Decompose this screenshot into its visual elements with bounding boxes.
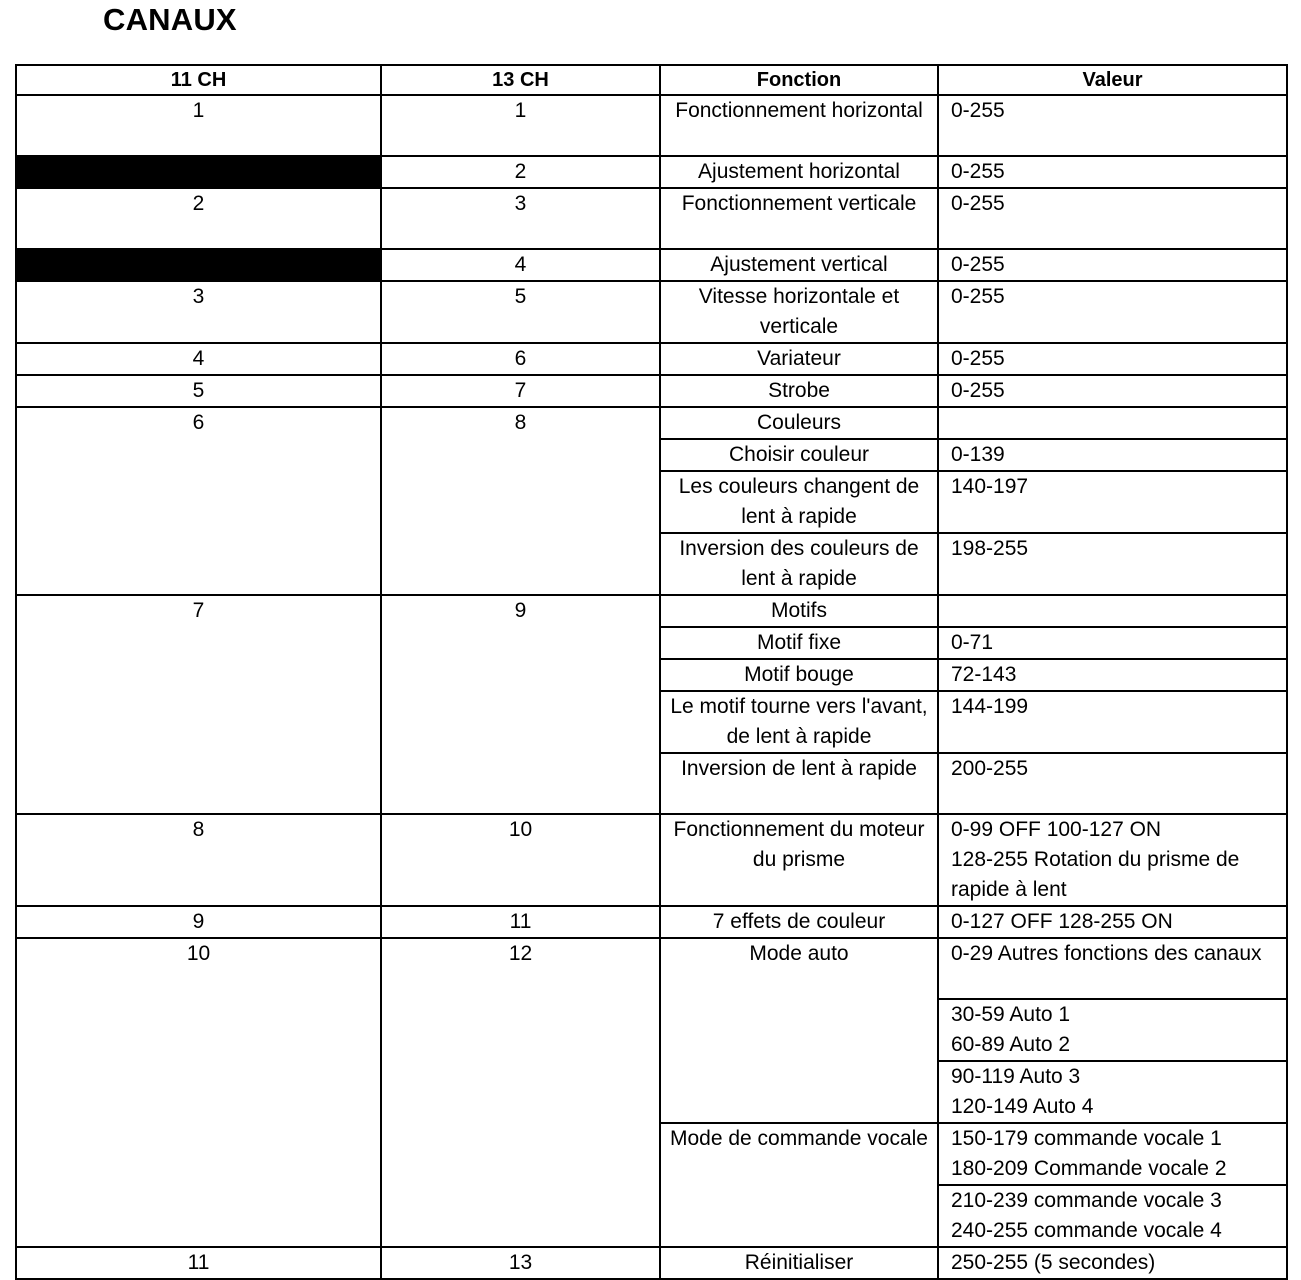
- cell-13ch: 9: [381, 595, 660, 814]
- cell-valeur: 200-255: [938, 753, 1287, 814]
- cell-11ch: 8: [16, 814, 381, 906]
- cell-13ch: 13: [381, 1247, 660, 1279]
- cell-13ch: 4: [381, 249, 660, 281]
- cell-11ch: 6: [16, 407, 381, 595]
- cell-13ch: 1: [381, 95, 660, 156]
- cell-valeur: 0-127 OFF 128-255 ON: [938, 906, 1287, 938]
- table-row: [16, 188, 1287, 249]
- cell-fonction: Motif bouge: [660, 659, 938, 691]
- cell-11ch: 3: [16, 281, 381, 343]
- table-row: [16, 814, 1287, 906]
- page-title: CANAUX: [103, 2, 237, 37]
- table-row: [16, 343, 1287, 375]
- cell-11ch-blank: [16, 156, 381, 188]
- cell-11ch: 10: [16, 938, 381, 1247]
- table-row: [16, 95, 1287, 156]
- cell-valeur: 0-255: [938, 281, 1287, 343]
- header-valeur: Valeur: [938, 65, 1287, 95]
- cell-valeur: 0-71: [938, 627, 1287, 659]
- valeur-line: 210-239 commande vocale 3: [951, 1189, 1222, 1212]
- cell-11ch: 2: [16, 188, 381, 249]
- cell-valeur: 0-139: [938, 439, 1287, 471]
- cell-fonction: Fonctionnement verticale: [660, 188, 938, 249]
- table-row: [16, 156, 1287, 188]
- cell-fonction: Les couleurs changent de lent à rapide: [660, 471, 938, 533]
- valeur-line: 120-149 Auto 4: [951, 1095, 1094, 1118]
- valeur-line: 128-255 Rotation du prisme de rapide à lent: [951, 848, 1240, 901]
- cell-valeur: 250-255 (5 secondes): [938, 1247, 1287, 1279]
- cell-valeur: 0-255: [938, 95, 1287, 156]
- header-fonction: Fonction: [660, 65, 938, 95]
- cell-fonction: Ajustement horizontal: [660, 156, 938, 188]
- table-row: [16, 375, 1287, 407]
- table-row: [16, 249, 1287, 281]
- cell-fonction: Fonctionnement du moteur du prisme: [660, 814, 938, 906]
- cell-fonction: Réinitialiser: [660, 1247, 938, 1279]
- cell-fonction: Fonctionnement horizontal: [660, 95, 938, 156]
- cell-valeur: 140-197: [938, 471, 1287, 533]
- header-11ch: 11 CH: [16, 65, 381, 95]
- cell-13ch: 7: [381, 375, 660, 407]
- table-header-row: [16, 65, 1287, 95]
- cell-13ch: 12: [381, 938, 660, 1247]
- cell-valeur: [938, 595, 1287, 627]
- cell-valeur: [938, 814, 1287, 906]
- cell-11ch-blank: [16, 249, 381, 281]
- cell-11ch: 7: [16, 595, 381, 814]
- cell-13ch: 8: [381, 407, 660, 595]
- valeur-line: 60-89 Auto 2: [951, 1033, 1071, 1056]
- cell-fonction: Motifs: [660, 595, 938, 627]
- cell-13ch: 10: [381, 814, 660, 906]
- cell-valeur: 0-255: [938, 188, 1287, 249]
- cell-fonction: Motif fixe: [660, 627, 938, 659]
- cell-fonction: Strobe: [660, 375, 938, 407]
- cell-fonction: Vitesse horizontale et verticale: [660, 281, 938, 343]
- cell-11ch: 4: [16, 343, 381, 375]
- cell-valeur: [938, 407, 1287, 439]
- cell-13ch: 11: [381, 906, 660, 938]
- cell-fonction: Variateur: [660, 343, 938, 375]
- table-row: [16, 1247, 1287, 1279]
- cell-valeur: 0-29 Autres fonctions des canaux: [938, 938, 1287, 999]
- cell-fonction: Mode de commande vocale: [660, 1123, 938, 1247]
- cell-valeur: 0-255: [938, 343, 1287, 375]
- cell-fonction: Inversion des couleurs de lent à rapide: [660, 533, 938, 595]
- cell-11ch: 1: [16, 95, 381, 156]
- valeur-line: 90-119 Auto 3: [951, 1065, 1081, 1088]
- cell-valeur: 198-255: [938, 533, 1287, 595]
- valeur-line: 0-99 OFF 100-127 ON: [951, 818, 1162, 841]
- cell-valeur: 0-255: [938, 156, 1287, 188]
- cell-11ch: 11: [16, 1247, 381, 1279]
- cell-fonction: Ajustement vertical: [660, 249, 938, 281]
- cell-13ch: 2: [381, 156, 660, 188]
- table-row: [16, 407, 1287, 439]
- cell-valeur: [938, 1123, 1287, 1185]
- table-row: [16, 281, 1287, 343]
- cell-fonction: Le motif tourne vers l'avant, de lent à rapide: [660, 691, 938, 753]
- cell-fonction: Mode auto: [660, 938, 938, 1123]
- table-row: [16, 595, 1287, 627]
- cell-13ch: 5: [381, 281, 660, 343]
- cell-11ch: 9: [16, 906, 381, 938]
- cell-valeur: [938, 999, 1287, 1061]
- cell-13ch: 6: [381, 343, 660, 375]
- header-13ch: 13 CH: [381, 65, 660, 95]
- cell-valeur: [938, 1185, 1287, 1247]
- cell-fonction: Choisir couleur: [660, 439, 938, 471]
- valeur-line: 30-59 Auto 1: [951, 1003, 1071, 1026]
- cell-valeur: 0-255: [938, 249, 1287, 281]
- channels-table: [15, 64, 1288, 1280]
- cell-valeur: 72-143: [938, 659, 1287, 691]
- cell-valeur: [938, 1061, 1287, 1123]
- valeur-line: 240-255 commande vocale 4: [951, 1219, 1222, 1242]
- valeur-line: 150-179 commande vocale 1: [951, 1127, 1222, 1150]
- cell-valeur: 144-199: [938, 691, 1287, 753]
- cell-11ch: 5: [16, 375, 381, 407]
- cell-fonction: 7 effets de couleur: [660, 906, 938, 938]
- cell-valeur: 0-255: [938, 375, 1287, 407]
- table-row: [16, 938, 1287, 999]
- cell-13ch: 3: [381, 188, 660, 249]
- cell-fonction: Inversion de lent à rapide: [660, 753, 938, 814]
- table-row: [16, 906, 1287, 938]
- cell-fonction: Couleurs: [660, 407, 938, 439]
- valeur-line: 180-209 Commande vocale 2: [951, 1157, 1227, 1180]
